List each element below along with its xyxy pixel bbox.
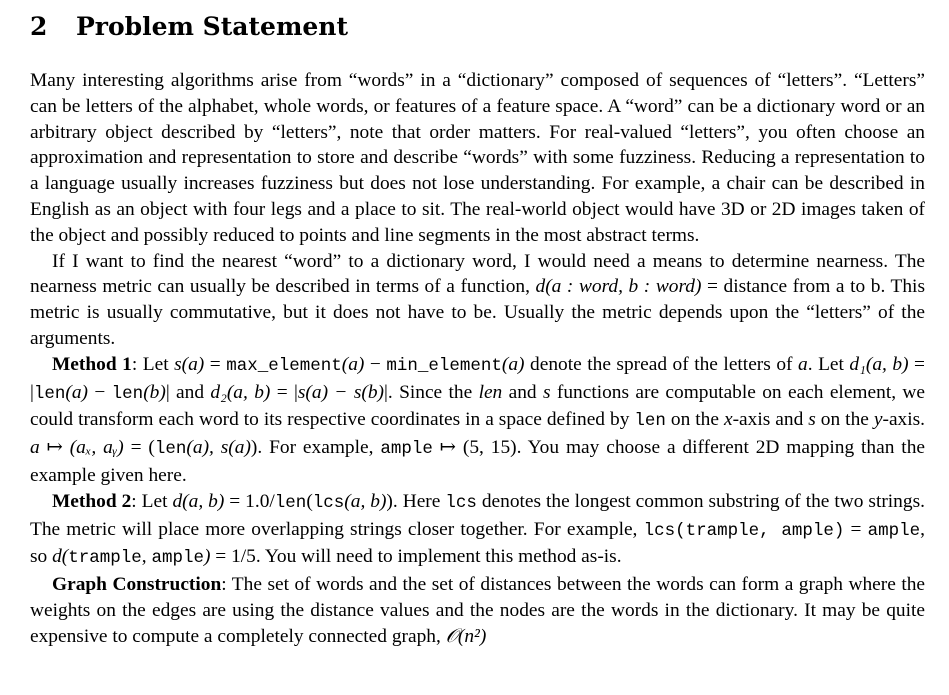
math-inline: d₂(a, b)	[210, 381, 271, 403]
graph-construction-label: Graph Construction	[52, 574, 222, 596]
math-inline: d(a, b)	[172, 490, 225, 512]
math-inline: x	[723, 409, 733, 431]
code-inline: ample	[151, 548, 204, 569]
code-inline: ample	[867, 520, 921, 541]
code-inline: min_element	[386, 355, 502, 376]
math-inline: (a)	[501, 353, 525, 375]
method-2-label: Method 2	[52, 490, 132, 512]
text-run: on the	[815, 409, 874, 431]
math-inline: (a), s(a)	[186, 437, 251, 459]
math-inline: d₁(a, b)	[849, 353, 909, 375]
text-run: denotes the longest common substring of the two strings. The metric will place more overlapping strings closer together. For example,	[30, 490, 925, 540]
math-inline: (a)	[341, 353, 365, 375]
text-run: ,	[141, 546, 152, 568]
text-run: = distance from a to b. This metric is usually commutative, but it does not have to be. Usually the metric depends upon the “letters” of the arguments.	[30, 276, 925, 349]
code-inline: len	[634, 411, 666, 432]
text-run: = 1/5. You will need to implement this method as-is.	[210, 546, 622, 568]
math-inline: )	[203, 546, 211, 568]
math-inline: s	[808, 409, 816, 431]
math-inline: d(a : word, b : word)	[535, 276, 702, 298]
text-run: |. Since the	[384, 381, 479, 403]
text-run: = (	[123, 437, 155, 459]
math-inline: s(a)	[174, 353, 205, 375]
text-run: | and	[165, 381, 211, 403]
section-number: 2	[30, 12, 48, 41]
paragraph-graph-construction	[30, 572, 925, 649]
text-run: : Let	[131, 353, 175, 375]
text-run: -axis.	[882, 409, 926, 431]
math-inline: a	[798, 353, 808, 375]
code-inline: trample	[68, 548, 142, 569]
code-inline: len	[33, 383, 66, 404]
text-run: = |	[270, 381, 298, 403]
text-run: on the	[665, 409, 724, 431]
paragraph-intro	[30, 68, 925, 249]
text-run: = |	[30, 353, 925, 403]
text-run: and	[502, 381, 543, 403]
math-inline: y	[873, 409, 883, 431]
text-run: . Let	[807, 353, 850, 375]
section-heading	[30, 12, 925, 42]
math-inline: d(	[52, 546, 69, 568]
math-inline: (b)	[143, 381, 166, 403]
paragraph-intro-text: Many interesting algorithms arise from “words” in a “dictionary” composed of sequences of “letters”. “Letters” can be letters of the alphabet, whole words, or features of a feature space. A “word” can be a dictionary word or an arbitrary object described by “letters”, note that order matters. For real-valued “letters”, you often choose an approximation and representation to store and describe “words” with some fuzziness. Reducing a representation to a language usually increases fuzziness but does not lose understanding. For example, a chair can be described in English as an object with four legs and a place to sit. The real-world object would have 3D or 2D images taken of the object and possibly reduced to points and line segments in the most abstract terms.	[30, 70, 925, 246]
code-inline: len	[154, 439, 187, 460]
code-inline: ample	[380, 439, 433, 460]
math-inline: s	[542, 381, 551, 403]
math-inline: 𝒪(n²)	[445, 625, 487, 647]
text-run: functions are computable on each element, we could transform each word to its respective coordinates in a space defined by	[30, 381, 926, 431]
text-run: ↦ (5, 15). You may choose a different 2D mapping than the example given here.	[30, 437, 926, 486]
document-page	[30, 12, 925, 650]
math-inline: len	[478, 381, 503, 403]
text-run: -axis and	[732, 409, 809, 431]
paragraph-method-2	[30, 489, 925, 572]
text-run: ). Here	[386, 490, 446, 512]
math-inline: (a, b)	[344, 490, 387, 512]
text-run: , so	[30, 518, 925, 568]
code-inline: lcs	[445, 492, 477, 513]
code-inline: lcs(trample, ample)	[643, 520, 845, 541]
text-run: −	[364, 353, 387, 375]
math-inline: a ↦ (aₓ, aᵧ)	[30, 437, 124, 459]
section-title: Problem Statement	[76, 12, 349, 41]
code-inline: max_element	[226, 355, 342, 376]
code-inline: len	[274, 492, 307, 513]
math-inline: s(a) − s(b)	[297, 381, 384, 403]
text-run: =	[844, 518, 868, 540]
text-run: If I want to find the nearest “word” to a dictionary word, I would need a means to determine nearness. The nearness metric can usually be described in terms of a function,	[30, 250, 925, 298]
text-run: = 1.0/	[224, 490, 275, 512]
text-run: denote the spread of the letters of	[524, 353, 798, 375]
math-inline: (a)	[65, 381, 89, 403]
code-inline: lcs	[312, 492, 345, 513]
text-run: : Let	[131, 490, 173, 512]
text-run: −	[88, 381, 112, 403]
method-1-label: Method 1	[52, 353, 132, 375]
text-run: (	[306, 490, 313, 512]
code-inline: len	[111, 383, 144, 404]
paragraph-method-1	[30, 352, 925, 489]
text-run: : The set of words and the set of distances between the words can form a graph where the weights on the edges are using the distance values and the nodes are the words in the dictionary. It may be quite expensive to compute a completely connected graph,	[30, 574, 926, 647]
text-run: =	[204, 353, 227, 375]
text-run: ). For example,	[250, 437, 381, 459]
paragraph-nearness	[30, 249, 925, 352]
